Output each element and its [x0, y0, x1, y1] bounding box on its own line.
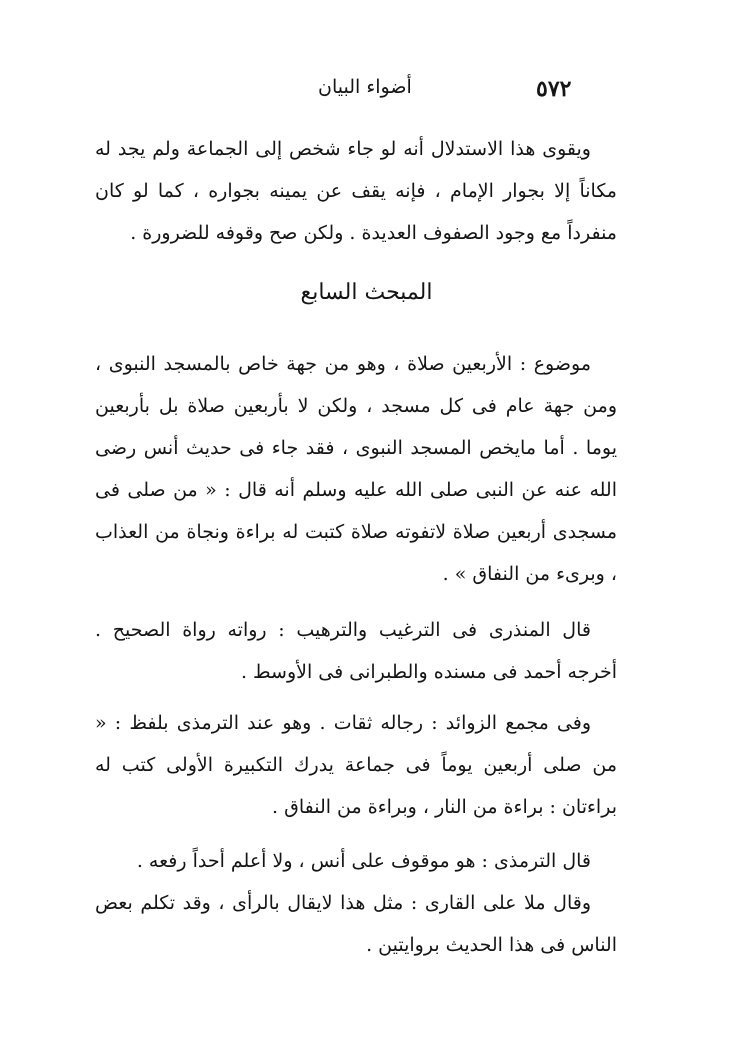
topic-paragraph: موضوع : الأربعين صلاة ، وهو من جهة خاص بالمسجد النبوى ، ومن جهة عام فى كل مسجد ، ولكن لا بأربعين صلاة بل بأربعين يوما . أما مايخص المسجد النبوى ، فقد جاء فى حديث أنس رضى الله عنه عن النبى صلى الله عليه وسلم أنه قال : « من صلى فى مسجدى أربعين صلاة لاتفوته صلاة كتبت له براءة ونجاة من العذاب ، وبرىء من النفاق » . — [95, 353, 617, 585]
intro-paragraph: ويقوى هذا الاستدلال أنه لو جاء شخص إلى الجماعة ولم يجد له مكاناً إلا بجوار الإمام ، فإنه يقف عن يمينه بجواره ، كما لو كان منفرداً مع وجود الصفوف العديدة . ولكن صح وقوفه للضرورة . — [95, 138, 617, 244]
tirmidhi-paragraph: قال الترمذى : هو موقوف على أنس ، ولا أعلم أحداً رفعه . — [136, 850, 591, 872]
majma-paragraph: وفى مجمع الزوائد : رجاله ثقات . وهو عند الترمذى بلفظ : « من صلى أربعين يوماً فى جماعة يدرك التكبيرة الأولى كتب له براءتان : براءة من النار ، وبراءة من النفاق . — [95, 712, 617, 818]
qari-paragraph: وقال ملا على القارى : مثل هذا لايقال بالرأى ، وقد تكلم بعض الناس فى هذا الحديث بروايتين . — [95, 892, 617, 956]
book-title: أضواء البيان — [318, 76, 412, 98]
section-heading: المبحث السابع — [300, 280, 433, 305]
page-number: ٥٧٢ — [536, 76, 572, 102]
running-header — [0, 76, 733, 106]
mundhiri-paragraph: قال المنذرى فى الترغيب والترهيب : رواته رواة الصحيح . أخرجه أحمد فى مسنده والطبرانى فى الأوسط . — [95, 619, 617, 683]
